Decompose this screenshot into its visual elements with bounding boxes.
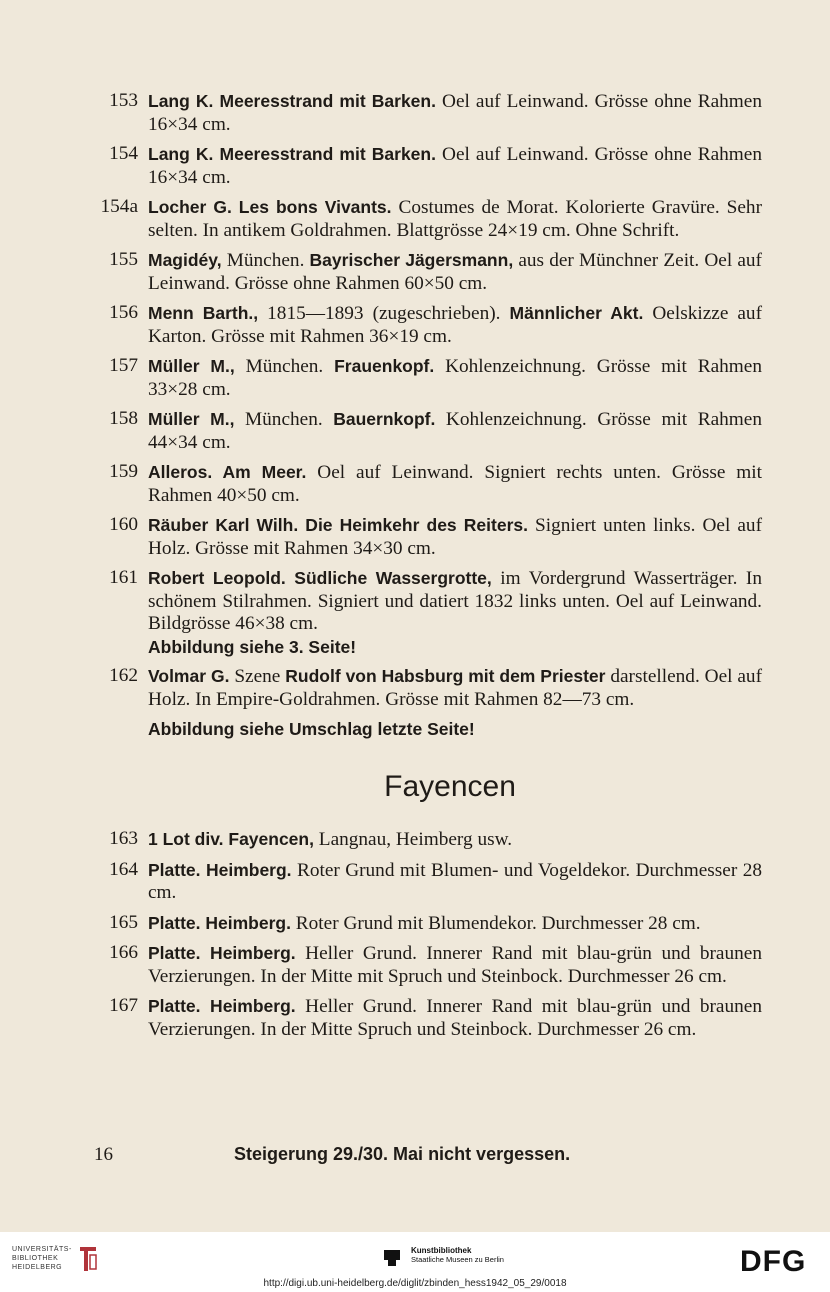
catalog-entry — [86, 942, 762, 988]
university-library-name[interactable]: UNIVERSITÄTS- BIBLIOTHEK HEIDELBERG — [12, 1246, 72, 1271]
entry-text: 1815—1893 (zugeschrieben). — [258, 303, 510, 324]
entry-title: Platte. Heimberg. — [148, 912, 291, 933]
lot-number: 156 — [109, 302, 138, 323]
entry-title: Müller M., — [148, 409, 235, 429]
entry-text: Langnau, Heimberg usw. — [313, 829, 513, 850]
entry-title: Menn Barth., — [148, 303, 259, 323]
kunstbibliothek-name[interactable]: Kunstbibliothek Staatliche Museen zu Berlin — [411, 1246, 504, 1264]
entry-text: Szene — [229, 666, 286, 687]
catalog-entry — [86, 355, 762, 401]
lot-number: 165 — [109, 911, 138, 933]
lot-number: 159 — [109, 461, 138, 482]
entry-title: Volmar G. — [148, 666, 230, 686]
entry-title: 1 Lot div. Fayencen, — [148, 829, 314, 849]
catalog-entry — [86, 196, 762, 242]
entry-text: München. — [221, 250, 310, 271]
catalog-entry — [86, 995, 762, 1041]
entry-title: Männlicher Akt. — [509, 303, 644, 323]
entry-title: Bayrischer Jägersmann, — [309, 250, 514, 270]
catalog-entry — [86, 567, 762, 658]
lot-number: 154 — [109, 143, 138, 164]
lot-number: 158 — [109, 408, 138, 429]
entries-paintings — [86, 90, 762, 711]
lot-number: 160 — [109, 514, 138, 535]
catalog-entry — [86, 665, 762, 711]
catalog-entry — [86, 859, 762, 905]
entry-text: Roter Grund mit Blumen- und Vogeldekor. Durchmesser 28 cm. — [148, 859, 762, 903]
dfg-logo[interactable]: DFG — [740, 1245, 807, 1278]
entry-text: Kohlenzeichnung. Grösse mit Rahmen 44×34 cm. — [148, 409, 762, 453]
kunstbibliothek-logo-icon[interactable] — [380, 1248, 404, 1268]
entry-text: Signiert unten links. Oel auf Holz. Grösse mit Rahmen 34×30 cm. — [148, 515, 762, 559]
entry-text: im Vordergrund Wasserträger. In schönem Stilrahmen. Signiert und datiert 1832 links unten. Oel auf Leinwand. Bildgrösse 46×38 cm. — [148, 568, 762, 634]
entry-title: Alleros. Am Meer. — [148, 462, 307, 482]
viewer-bottom-bar — [0, 1232, 830, 1292]
lot-number: 157 — [109, 355, 138, 376]
entry-text: Oel auf Leinwand. Grösse ohne Rahmen 16×34 cm. — [148, 91, 762, 135]
lot-number: 162 — [109, 665, 138, 686]
lot-number: 163 — [109, 828, 138, 849]
catalog-entry — [86, 912, 762, 936]
lot-number: 155 — [109, 249, 138, 270]
entry-text: Kohlenzeichnung. Grösse mit Rahmen 33×28 cm. — [148, 356, 762, 400]
lot-number: 166 — [109, 942, 138, 963]
entry-text: darstellend. Oel auf Holz. In Empire-Goldrahmen. Grösse mit Rahmen 82—73 cm. — [148, 666, 762, 710]
lot-number: 164 — [109, 858, 138, 880]
catalog-entries — [86, 90, 762, 1048]
section-note: Abbildung siehe Umschlag letzte Seite! — [148, 719, 475, 739]
entry-title: Müller M., — [148, 356, 235, 376]
entry-title: Räuber Karl Wilh. Die Heimkehr des Reiters. — [148, 515, 528, 535]
entry-text: Oel auf Leinwand. Grösse ohne Rahmen 16×34 cm. — [148, 144, 762, 188]
entry-title: Platte. Heimberg. — [148, 996, 296, 1016]
auction-reminder: Steigerung 29./30. Mai nicht vergessen. — [234, 1144, 571, 1164]
entry-title: Bauernkopf. — [333, 409, 436, 429]
entry-title: Platte. Heimberg. — [148, 943, 296, 963]
catalog-entry — [86, 90, 762, 136]
entry-text: München. — [234, 356, 335, 377]
illustration-note: Abbildung siehe 3. Seite! — [148, 636, 357, 657]
university-logo-icon[interactable] — [78, 1243, 98, 1273]
entry-text: Costumes de Morat. Kolorierte Gravüre. Sehr selten. In antikem Goldrahmen. Blattgrösse 24×19 cm. Ohne Schrift. — [148, 197, 762, 241]
lot-number: 154a — [100, 196, 138, 217]
permalink-url[interactable]: http://digi.ub.uni-heidelberg.de/diglit/zbinden_hess1942_05_29/0018 — [263, 1278, 567, 1289]
entry-text: Heller Grund. Innerer Rand mit blau-grün und braunen Verzierungen. In der Mitte mit Spruch und Steinbock. Durchmesser 26 cm. — [148, 943, 762, 987]
entry-text: Oel auf Leinwand. Signiert rechts unten. Grösse mit Rahmen 40×50 cm. — [148, 462, 763, 506]
entry-title: Locher G. Les bons Vivants. — [148, 197, 392, 217]
page-number: 16 — [94, 1144, 113, 1165]
entry-title: Robert Leopold. Südliche Wassergrotte, — [148, 568, 492, 588]
entry-title: Lang K. Meeresstrand mit Barken. — [148, 91, 436, 111]
lot-number: 167 — [109, 995, 138, 1016]
catalog-entry — [86, 408, 762, 454]
entry-title: Lang K. Meeresstrand mit Barken. — [148, 144, 436, 164]
lot-number: 153 — [109, 90, 138, 111]
entry-text: Oelskizze auf Karton. Grösse mit Rahmen 36×19 cm. — [148, 303, 762, 347]
catalog-entry — [86, 828, 762, 852]
entry-title: Frauenkopf. — [334, 356, 435, 376]
lot-number: 161 — [109, 567, 138, 588]
catalog-entry — [86, 143, 762, 189]
entry-text: aus der Münchner Zeit. Oel auf Leinwand. Grösse ohne Rahmen 60×50 cm. — [148, 250, 762, 294]
catalog-entry — [86, 514, 762, 560]
section-title: Fayencen — [384, 770, 516, 803]
entry-text: Heller Grund. Innerer Rand mit blau-grün und braunen Verzierungen. In der Mitte Spruch und Steinbock. Durchmesser 26 cm. — [148, 996, 762, 1040]
catalog-entry — [86, 249, 762, 295]
catalog-entry — [86, 302, 762, 348]
entry-text: Roter Grund mit Blumendekor. Durchmesser 28 cm. — [290, 912, 701, 934]
entry-title: Rudolf von Habsburg mit dem Priester — [285, 666, 606, 686]
entries-fayencen — [86, 828, 762, 1041]
catalog-entry — [86, 461, 762, 507]
entry-text: München. — [234, 409, 334, 430]
entry-title: Magidéy, — [148, 250, 222, 270]
entry-title: Platte. Heimberg. — [148, 859, 292, 880]
